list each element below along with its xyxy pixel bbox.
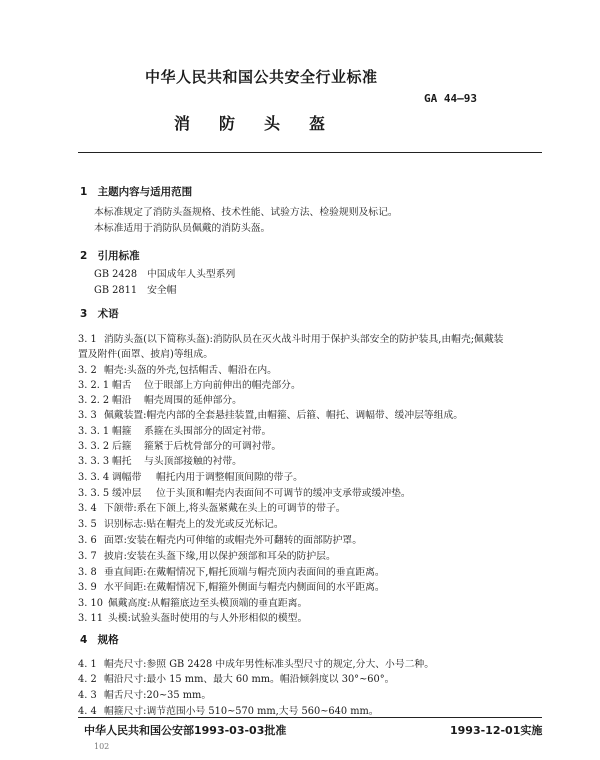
section-1-paragraph-2: 本标准适用于消防队员佩戴的消防头盔。 xyxy=(94,223,271,234)
clause-number: 3. 3. 5 xyxy=(78,488,110,499)
section-number: 2 xyxy=(80,250,88,262)
clause-4-4 xyxy=(78,703,379,717)
clause-number: 3. 4 xyxy=(78,503,97,514)
clause-3-3-1 xyxy=(78,423,271,437)
clause-3-3-3 xyxy=(78,453,242,467)
reference-code: GB 2811 xyxy=(94,285,138,296)
clause-4-1 xyxy=(78,656,434,670)
clause-3-2 xyxy=(78,362,277,376)
section-number: 4 xyxy=(80,634,88,646)
clause-text: 下颌带:系在下颌上,将头盔紧戴在头上的可调节的带子。 xyxy=(104,503,346,514)
clause-term: 调幅带 xyxy=(112,472,142,483)
clause-3-3-2 xyxy=(78,438,281,452)
clause-3-8 xyxy=(78,564,385,578)
clause-number: 3. 7 xyxy=(78,551,97,562)
clause-text: 垂直间距:在戴帽情况下,帽托顶端与帽壳顶内表面间的垂直距离。 xyxy=(104,567,385,578)
clause-text: 披肩:安装在头盔下缘,用以保护颈部和耳朵的防护层。 xyxy=(104,551,336,562)
clause-3-4 xyxy=(78,500,346,514)
clause-number: 4. 2 xyxy=(78,674,97,685)
clause-3-7 xyxy=(78,548,336,562)
clause-4-2 xyxy=(78,671,394,685)
clause-text: 佩戴装置:帽壳内部的全套悬挂装置,由帽箍、后箍、帽托、调幅带、缓冲层等组成。 xyxy=(104,410,464,421)
clause-text: 帽箍尺寸:调节范围小号 510~570 mm,大号 560~640 mm。 xyxy=(104,706,379,717)
clause-3-5 xyxy=(78,516,284,530)
reference-name: 安全帽 xyxy=(147,285,177,296)
clause-term: 帽沿 xyxy=(112,395,132,406)
reference-item xyxy=(94,284,177,298)
clause-3-2-1 xyxy=(78,377,301,391)
clause-3-9 xyxy=(78,579,385,593)
clause-text: 位于头顶和帽壳内表面间不可调节的缓冲支承带或缓冲垫。 xyxy=(156,488,411,499)
clause-3-6 xyxy=(78,532,362,546)
clause-number: 3. 11 xyxy=(78,613,103,624)
clause-term: 帽箍 xyxy=(112,426,132,437)
clause-term: 帽托 xyxy=(112,456,132,467)
clause-4-3 xyxy=(78,687,211,701)
section-number: 3 xyxy=(80,308,88,320)
section-3-heading xyxy=(80,306,119,321)
clause-text: 箍紧于后枕骨部分的可调衬带。 xyxy=(144,441,282,452)
page-number: 102 xyxy=(94,742,110,751)
clause-number: 3. 5 xyxy=(78,519,97,530)
section-2-heading xyxy=(80,248,140,263)
clause-text: 置及附件(面罩、披肩)等组成。 xyxy=(78,349,214,360)
clause-number: 3. 8 xyxy=(78,567,97,578)
clause-number: 3. 3. 3 xyxy=(78,456,110,467)
section-title: 引用标准 xyxy=(97,250,140,262)
section-1-paragraph-1: 本标准规定了消防头盔规格、技术性能、试验方法、检验规则及标记。 xyxy=(94,207,398,218)
clause-text: 头模:试验头盔时使用的与人外形相似的模型。 xyxy=(108,613,308,624)
clause-3-11 xyxy=(78,610,307,624)
standard-code: GA 44—93 xyxy=(424,92,477,105)
clause-text: 帽舌尺寸:20~35 mm。 xyxy=(104,690,212,701)
effective-date: 1993-12-01实施 xyxy=(450,724,543,737)
clause-text: 帽托内用于调整帽顶间隙的带子。 xyxy=(156,472,303,483)
clause-text: 系箍在头围部分的固定衬带。 xyxy=(144,426,272,437)
clause-text: 位于眼部上方向前伸出的帽壳部分。 xyxy=(144,380,301,391)
clause-number: 3. 2 xyxy=(78,365,97,376)
clause-text: 识别标志:贴在帽壳上的发光或反光标记。 xyxy=(104,519,284,530)
clause-number: 3. 3 xyxy=(78,410,97,421)
section-title: 主题内容与适用范围 xyxy=(97,186,193,198)
clause-3-2-2 xyxy=(78,392,242,406)
clause-term: 缓冲层 xyxy=(112,488,142,499)
section-title: 规格 xyxy=(97,634,119,646)
section-number: 1 xyxy=(80,186,88,198)
clause-text: 帽壳周围的延伸部分。 xyxy=(144,395,242,406)
clause-number: 3. 3. 1 xyxy=(78,426,110,437)
clause-number: 4. 1 xyxy=(78,659,97,670)
standard-category-title: 中华人民共和国公共安全行业标准 xyxy=(145,68,378,86)
clause-text: 与头顶部接触的衬带。 xyxy=(144,456,242,467)
clause-3-3 xyxy=(78,407,463,421)
clause-number: 3. 10 xyxy=(78,598,103,609)
clause-number: 3. 2. 1 xyxy=(78,380,110,391)
clause-number: 4. 4 xyxy=(78,706,97,717)
clause-number: 3. 6 xyxy=(78,535,97,546)
clause-3-10 xyxy=(78,595,307,609)
clause-number: 3. 2. 2 xyxy=(78,395,110,406)
clause-3-3-4 xyxy=(78,469,303,483)
clause-3-1 xyxy=(78,331,503,345)
clause-text: 帽沿尺寸:最小 15 mm、最大 60 mm。帽沿倾斜度以 30°~60°。 xyxy=(104,674,395,685)
clause-number: 3. 9 xyxy=(78,582,97,593)
clause-term: 帽舌 xyxy=(112,380,132,391)
clause-text: 消防头盔(以下简称头盔):消防队员在灭火战斗时用于保护头部安全的防护装具,由帽壳;佩戴装 xyxy=(104,334,504,345)
clause-number: 3. 3. 4 xyxy=(78,472,110,483)
section-1-heading xyxy=(80,184,192,199)
section-4-heading xyxy=(80,632,119,647)
section-title: 术语 xyxy=(97,308,119,320)
clause-text: 佩戴高度:从帽箍底边至头模顶端的垂直距离。 xyxy=(108,598,308,609)
clause-text: 面罩:安装在帽壳内可伸缩的或帽壳外可翻转的面部防护罩。 xyxy=(104,535,363,546)
reference-name: 中国成年人头型系列 xyxy=(147,269,236,280)
clause-term: 后箍 xyxy=(112,441,132,452)
reference-item xyxy=(94,268,235,282)
reference-code: GB 2428 xyxy=(94,269,138,280)
clause-number: 3. 1 xyxy=(78,334,97,345)
page-title: 消防头盔 xyxy=(174,114,355,133)
clause-text: 帽壳尺寸:参照 GB 2428 中成年男性标准头型尺寸的规定,分大、小号二种。 xyxy=(104,659,435,670)
clause-3-1-continued xyxy=(78,346,213,360)
approval-statement: 中华人民共和国公安部1993-03-03批准 xyxy=(84,724,287,737)
header-divider xyxy=(78,152,542,153)
clause-3-3-5 xyxy=(78,485,411,499)
footer-divider xyxy=(78,717,542,718)
clause-number: 3. 3. 2 xyxy=(78,441,110,452)
clause-text: 水平间距:在戴帽情况下,帽箍外侧面与帽壳内侧面间的水平距离。 xyxy=(104,582,385,593)
clause-text: 帽壳:头盔的外壳,包括帽舌、帽沿在内。 xyxy=(104,365,277,376)
clause-number: 4. 3 xyxy=(78,690,97,701)
